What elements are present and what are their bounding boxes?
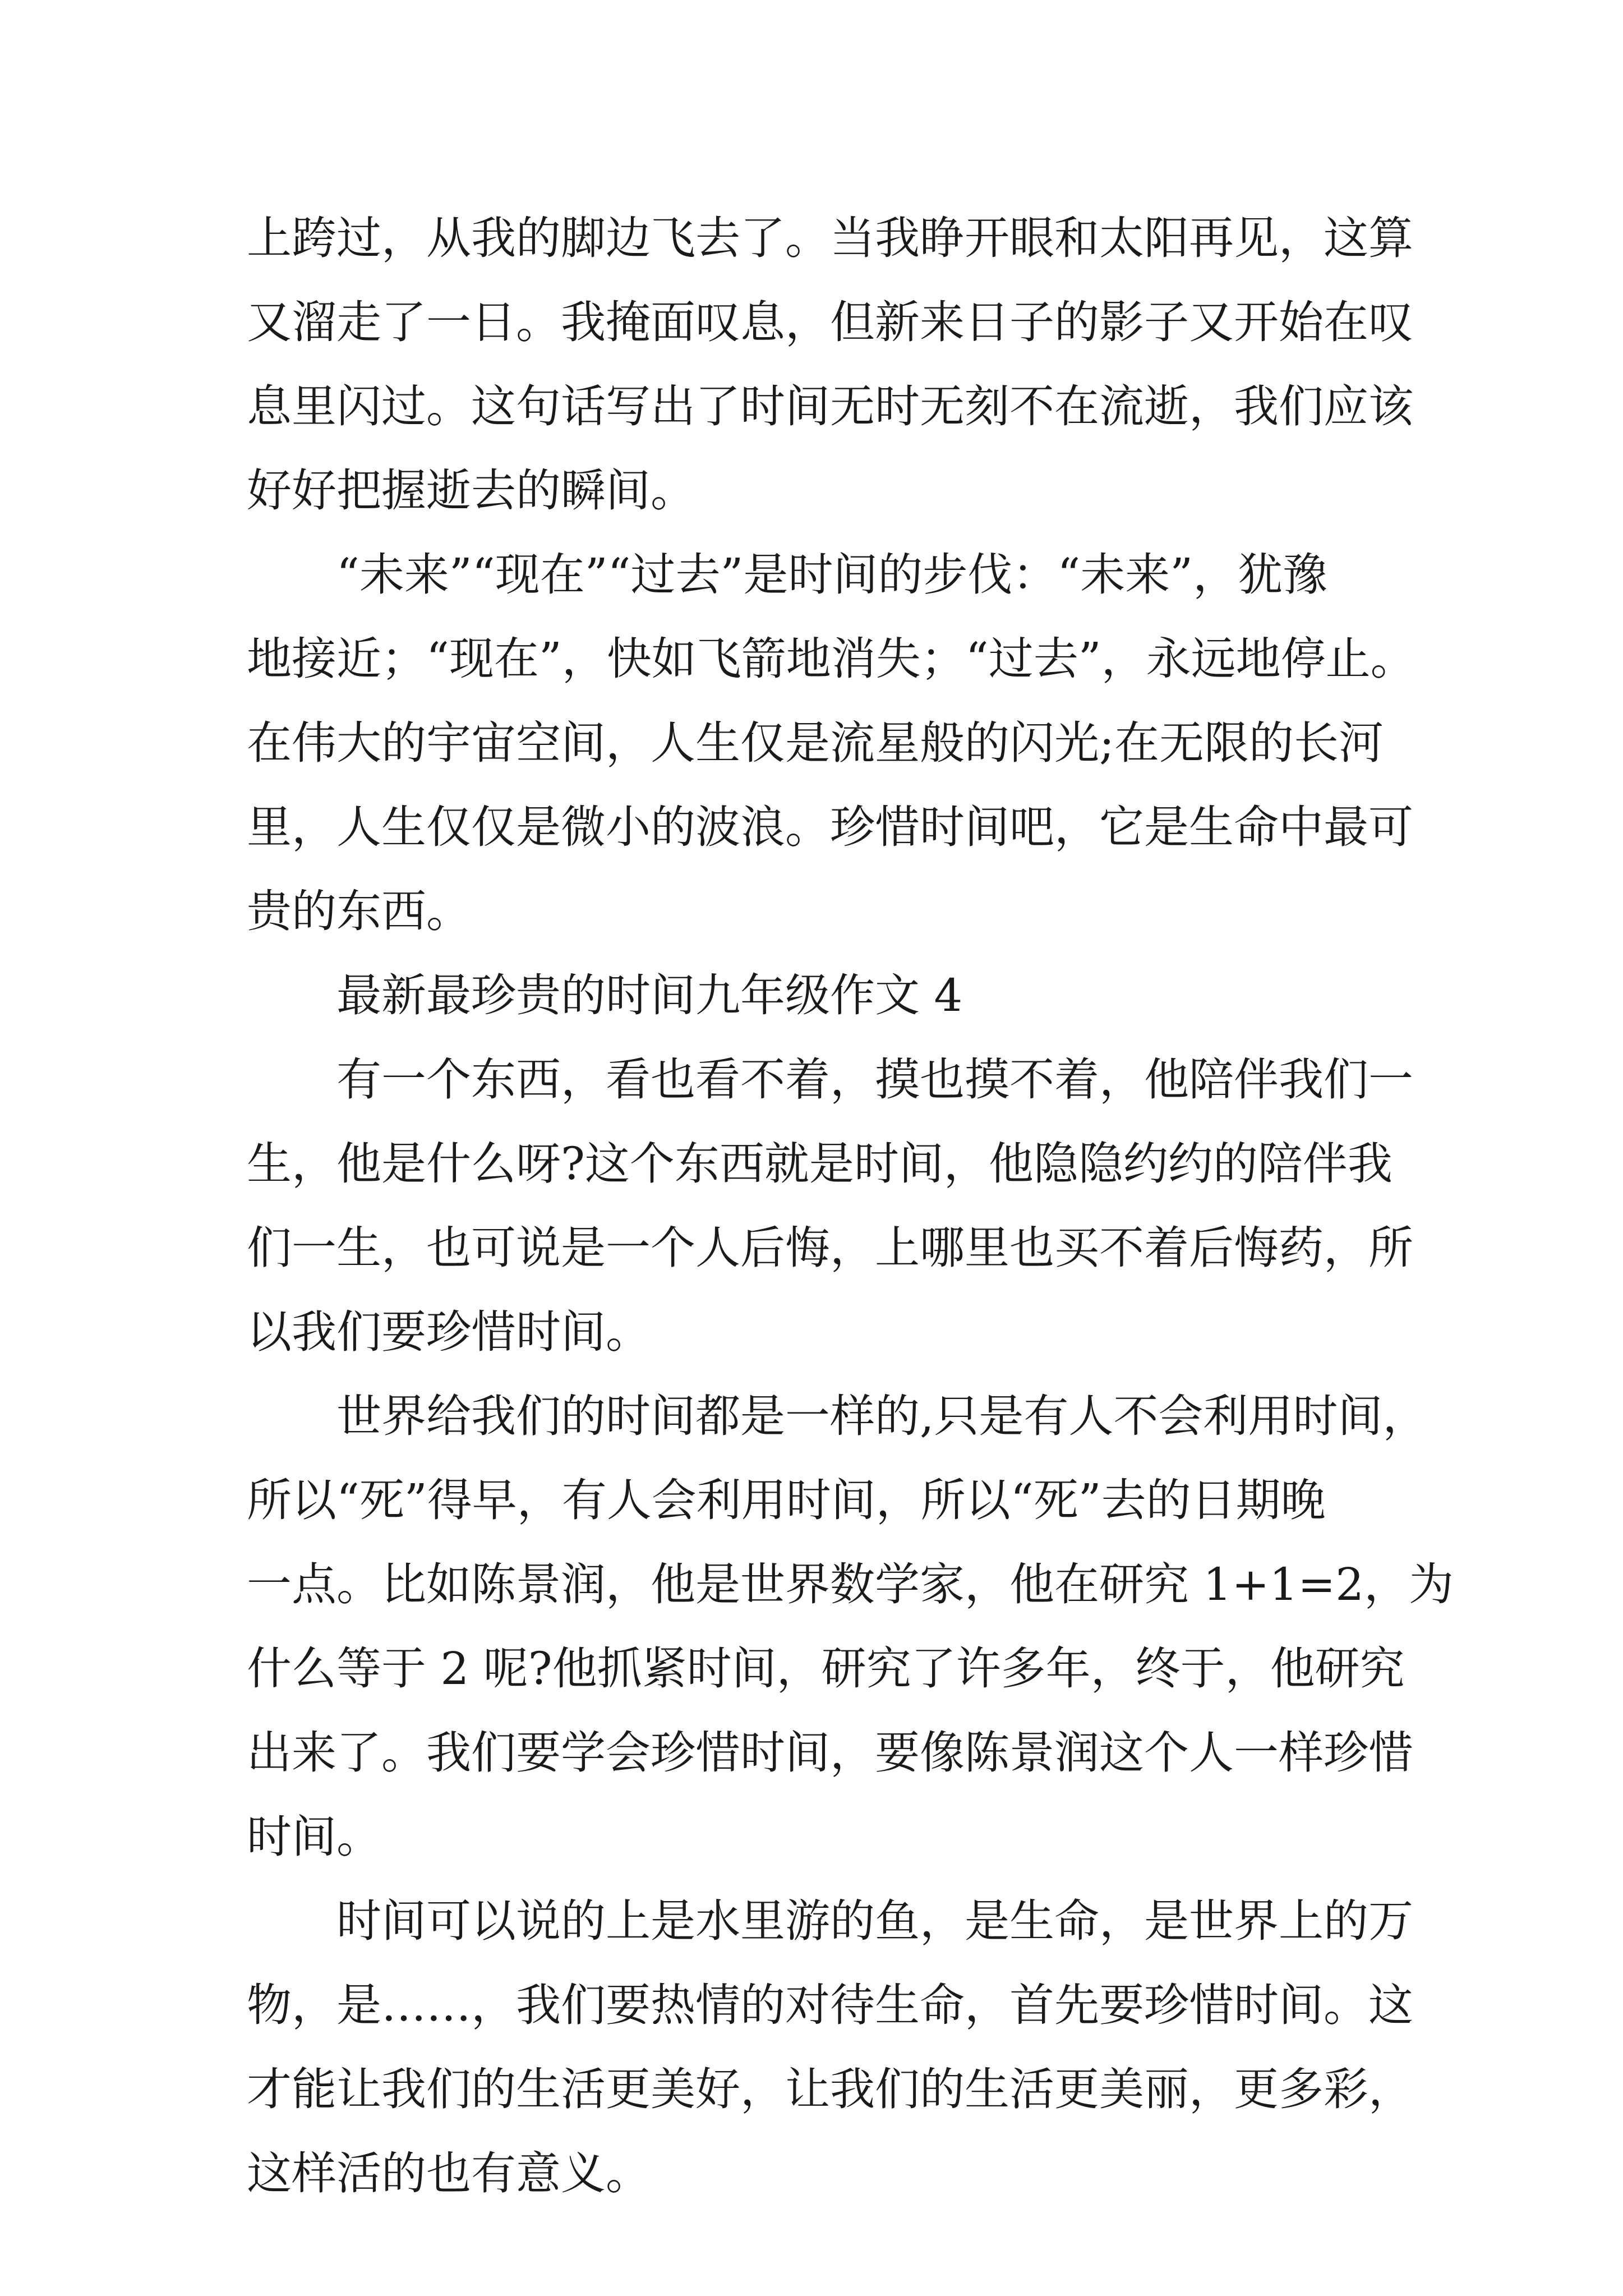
section-heading: 最新最珍贵的时间九年级作文 4 <box>336 969 963 1022</box>
text-line: 时间。 <box>247 1811 381 1863</box>
text-line: 出来了。我们要学会珍惜时间，要像陈景润这个人一样珍惜 <box>247 1727 1413 1779</box>
text-line: 所以“死”得早，有人会利用时间，所以“死”去的日期晚 <box>247 1474 1326 1526</box>
text-line: 一点。比如陈景润，他是世界数学家，他在研究 1+1=2，为 <box>247 1558 1454 1611</box>
text-line: 世界给我们的时间都是一样的,只是有人不会利用时间， <box>336 1390 1428 1442</box>
text-line: 们一生，也可说是一个人后悔，上哪里也买不着后悔药，所 <box>247 1222 1413 1274</box>
text-line: 贵的东西。 <box>247 885 471 937</box>
text-line: “未来”“现在”“过去”是时间的步伐：“未来”，犹豫 <box>336 549 1328 601</box>
text-line: 地接近；“现在”，快如飞箭地消失；“过去”，永远地停止。 <box>247 633 1415 685</box>
text-line: 时间可以说的上是水里游的鱼，是生命，是世界上的万 <box>336 1895 1413 1947</box>
text-line: 物，是……，我们要热情的对待生命，首先要珍惜时间。这 <box>247 1979 1413 2031</box>
text-line: 这样活的也有意义。 <box>247 2147 651 2200</box>
text-line: 有一个东西，看也看不着，摸也摸不着，他陪伴我们一 <box>336 1053 1413 1106</box>
text-line: 以我们要珍惜时间。 <box>247 1306 651 1358</box>
text-line: 才能让我们的生活更美好，让我们的生活更美丽，更多彩， <box>247 2063 1413 2115</box>
text-line: 生，他是什么呀?这个东西就是时间，他隐隐约约的陪伴我 <box>247 1138 1393 1190</box>
text-line: 什么等于 2 呢?他抓紧时间，研究了许多年，终于，他研究 <box>247 1642 1405 1695</box>
text-line: 里，人生仅仅是微小的波浪。珍惜时间吧，它是生命中最可 <box>247 801 1413 853</box>
text-line: 又溜走了一日。我掩面叹息，但新来日子的影子又开始在叹 <box>247 296 1413 348</box>
text-line: 在伟大的宇宙空间，人生仅是流星般的闪光;在无限的长河 <box>247 717 1384 769</box>
text-line: 好好把握逝去的瞬间。 <box>247 464 695 517</box>
text-line: 上跨过，从我的脚边飞去了。当我睁开眼和太阳再见，这算 <box>247 212 1413 264</box>
text-line: 息里闪过。这句话写出了时间无时无刻不在流逝，我们应该 <box>247 380 1413 432</box>
